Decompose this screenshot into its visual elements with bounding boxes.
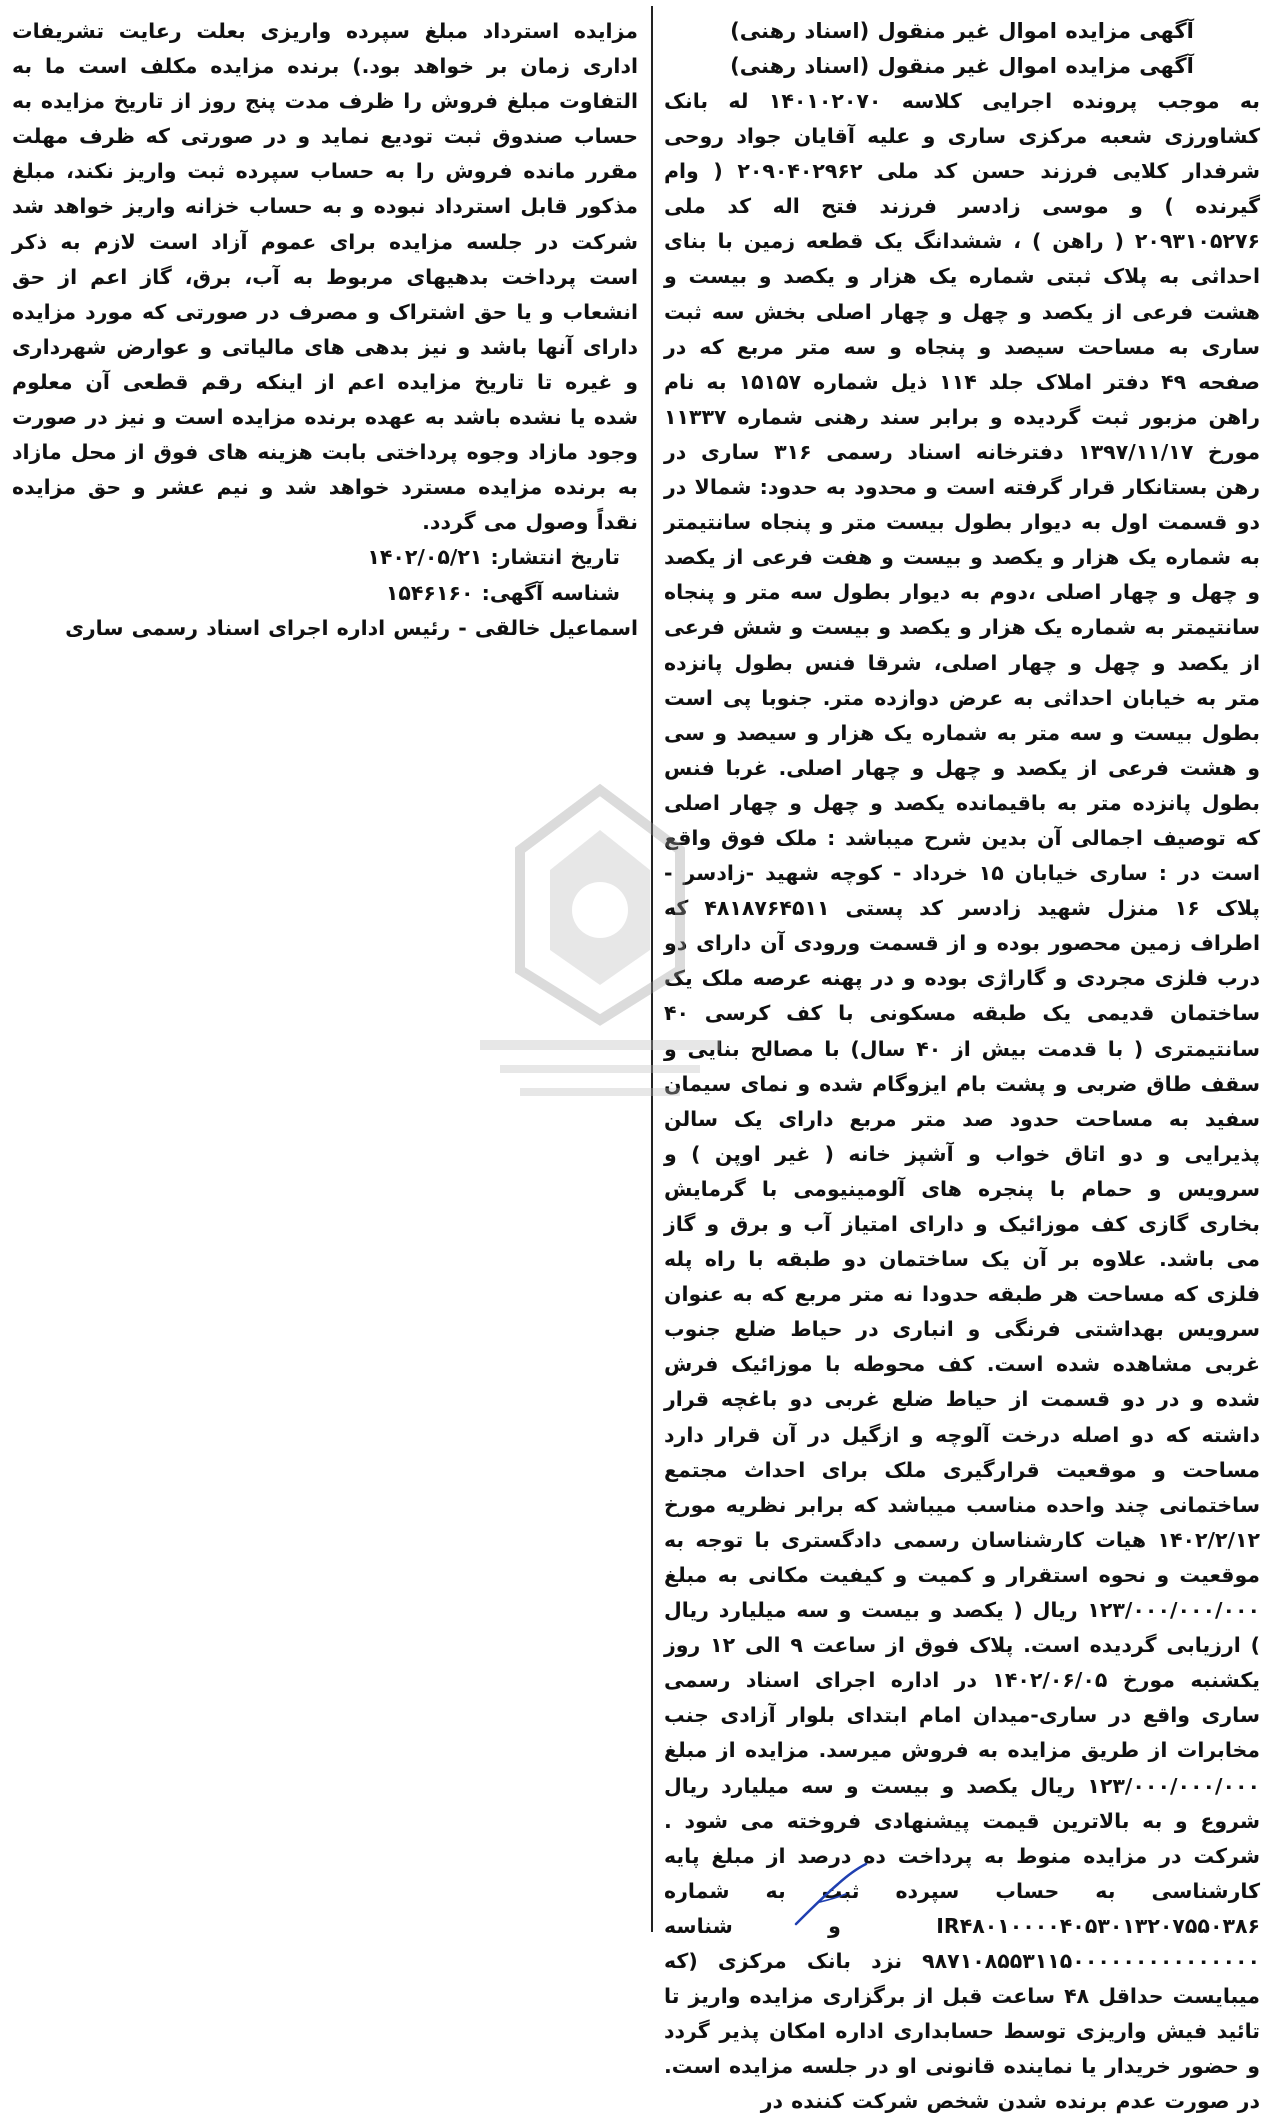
notice-id: شناسه آگهی: ۱۵۴۶۱۶۰ <box>385 580 620 605</box>
notice-column-right <box>664 14 1260 2119</box>
publish-date: تاریخ انتشار: ۱۴۰۲/۰۵/۲۱ <box>367 545 620 570</box>
signer-line: اسماعیل خالقی - رئیس اداره اجرای اسناد رسمی ساری <box>65 615 638 640</box>
column-divider <box>651 6 653 1932</box>
notice-title-line-2: آگهی مزایده اموال غیر منقول (اسناد رهنی) <box>730 54 1194 78</box>
notice-body-left: مزایده استرداد مبلغ سپرده واریزی بعلت رعایت تشریفات اداری زمان بر خواهد بود.) برنده مزایده مکلف است ما به التفاوت مبلغ فروش را ظرف مدت پنج روز از تاریخ مزایده به حساب صندوق ثبت تودیع نماید و در صورتی که ظرف مهلت مقرر مانده فروش را به حساب سپرده ثبت واریز نکند، مبلغ مذکور قابل استرداد نبوده و به حساب خزانه واریز خواهد شد شرکت در جلسه مزایده برای عموم آزاد است لازم به ذکر است پرداخت بدهیهای مربوط به آب، برق، گاز اعم از حق انشعاب و یا حق اشتراک و مصرف در صورتی که مورد مزایده دارای آنها باشد و نیز بدهی های مالیاتی و عوارض شهرداری و غیره تا تاریخ مزایده اعم از اینکه رقم قطعی آن معلوم شده یا نشده باشد به عهده برنده مزایده است و نیز در صورت وجود مازاد وجوه پرداختی بابت هزینه های فوق از محل مازاد به برنده مزایده مسترد خواهد شد و نیم عشر و حق مزایده نقداً وصول می گردد. <box>12 19 638 535</box>
notice-body-right: به موجب پرونده اجرایی کلاسه ۱۴۰۱۰۲۰۷۰ له بانک کشاورزی شعبه مرکزی ساری و علیه آقایان جواد روحی شرفدار کلایی فرزند حسن کد ملی ۲۰۹۰۴۰۲۹۶۲ ( وام گیرنده ) و موسی زادسر فرزند فتح اله کد ملی ۲۰۹۳۱۰۵۲۷۶ ( راهن ) ، ششدانگ یک قطعه زمین با بنای احداثی به پلاک ثبتی شماره یک هزار و یکصد و بیست و هشت فرعی از یکصد و چهل و چهار اصلی بخش سه ثبت ساری به مساحت سیصد و پنجاه و سه متر مربع که در صفحه ۴۹ دفتر املاک جلد ۱۱۴ ذیل شماره ۱۵۱۵۷ به نام راهن مزبور ثبت گردیده و برابر سند رهنی شماره ۱۱۳۳۷ مورخ ۱۳۹۷/۱۱/۱۷ دفترخانه اسناد رسمی ۳۱۶ ساری در رهن بستانکار قرار گرفته است و محدود به حدود: شمالا در دو قسمت اول به دیوار بطول بیست متر و پنجاه سانتیمتر به شماره یک هزار و یکصد و بیست و هفت فرعی از یکصد و چهل و چهار اصلی ،دوم به دیوار بطول سه متر و پنجاه سانتیمتر به شماره یک هزار و یکصد و بیست و شش فرعی از یکصد و چهل و چهار اصلی، شرقا فنس بطول پانزده متر به خیابان احداثی به عرض دوازده متر. جنوبا پی است بطول بیست و سه متر به شماره یک هزار و سیصد و سی و هشت فرعی از یکصد و چهل و چهار اصلی. غربا فنس بطول پانزده متر به باقیمانده یکصد و چهل و چهار اصلی که توصیف اجمالی آن بدین شرح میباشد : ملک فوق واقع است در : ساری خیابان ۱۵ خرداد - کوچه شهید -زادسر - پلاک ۱۶ منزل شهید زادسر کد پستی ۴۸۱۸۷۶۴۵۱۱ که اطراف زمین محصور بوده و از قسمت ورودی آن دارای دو درب فلزی مجردی و گاراژی بوده و در پهنه عرصه ملک یک ساختمان قدیمی یک طبقه مسکونی با کف کرسی ۴۰ سانتیمتری ( با قدمت بیش از ۴۰ سال) با مصالح بنایی و سقف طاق ضربی و پشت بام ایزوگام شده و نمای سیمان سفید به مساحت حدود صد متر مربع دارای یک سالن پذیرایی و دو اتاق خواب و آشپز خانه ( غیر اوپن ) و سرویس و حمام با پنجره های آلومینیومی با گرمایش بخاری گازی کف موزائیک و دارای امتیاز آب و برق و گاز می باشد. علاوه بر آن یک ساختمان دو طبقه با راه پله فلزی که مساحت هر طبقه حدودا نه متر مربع که به عنوان سرویس بهداشتی فرنگی و انباری در حیاط ضلع جنوب غربی مشاهده شده است. کف محوطه با موزائیک فرش شده و در دو قسمت از حیاط ضلع غربی دو باغچه قرار داشته که دو اصله درخت آلوچه و ازگیل در آن قرار دارد مساحت و موقعیت قرارگیری ملک برای احداث مجتمع ساختمانی چند واحده مناسب میباشد که برابر نظریه مورخ ۱۴۰۲/۲/۱۲ هیات کارشناسان رسمی دادگستری با توجه به موقعیت و نحوه استقرار و کمیت و کیفیت مکانی به مبلغ ۱۲۳/۰۰۰/۰۰۰/۰۰۰ ریال ( یکصد و بیست و سه میلیارد ریال ) ارزیابی گردیده است. پلاک فوق از ساعت ۹ الی ۱۲ روز یکشنبه مورخ ۱۴۰۲/۰۶/۰۵ در اداره اجرای اسناد رسمی ساری واقع در ساری-میدان امام ابتدای بلوار آزادی جنب مخابرات از طریق مزایده به فروش میرسد. مزایده از مبلغ ۱۲۳/۰۰۰/۰۰۰/۰۰۰ ریال یکصد و بیست و سه میلیارد ریال شروع و به بالاترین قیمت پیشنهادی فروخته می شود . شرکت در مزایده منوط به پرداخت ده درصد از مبلغ پایه کارشناسی به حساب سپرده ثبت به شماره IR۴۸۰۱۰۰۰۰۴۰۵۳۰۱۳۲۰۷۵۵۰۳۸۶ و شناسه ۹۸۷۱۰۸۵۵۳۱۱۵۰۰۰۰۰۰۰۰۰۰۰۰۰۰۰ نزد بانک مرکزی (که میبایست حداقل ۴۸ ساعت قبل از برگزاری مزایده واریز تا تائید فیش واریزی توسط حسابداری اداره امکان پذیر گردد و حضور خریدار یا نماینده قانونی او در جلسه مزایده است. در صورت عدم برنده شدن شخص شرکت کننده در <box>664 89 1261 2114</box>
notice-title-line-1: آگهی مزایده اموال غیر منقول (اسناد رهنی) <box>730 19 1194 43</box>
notice-column-left <box>12 14 638 646</box>
